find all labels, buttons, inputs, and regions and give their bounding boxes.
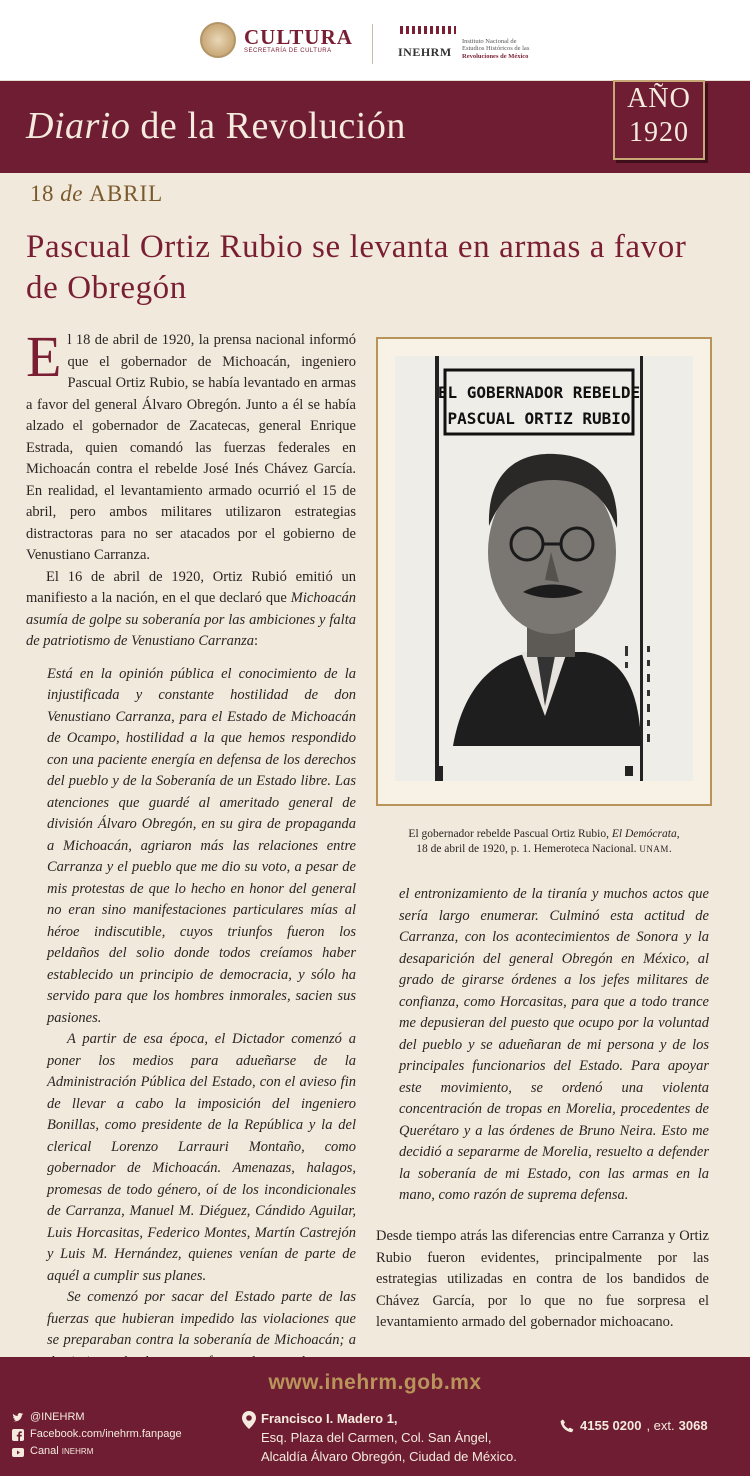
address-line: Alcaldía Álvaro Obregón, Ciudad de México. xyxy=(261,1449,517,1464)
youtube-label: Canal xyxy=(30,1445,62,1457)
phone-number: 4155 0200 xyxy=(580,1418,642,1433)
caption-source: 18 de abril de 1920, p. 1. Hemeroteca Nacional. xyxy=(416,843,640,855)
quote-paragraph-1: Está en la opinión pública el conocimiento de la injustificada y constante hostilidad de don Venustiano Carranza, para el Estado de Michoacán de Ocampo, hostilidad a la que hemos respondido con una paciente energía en defensa de los derechos del pueblo y de la Soberanía de un Estado libre. Las atenciones que guardé al ameritado general de división Álvaro Obregón, en su gira de propaganda a Michoacán, agriaron más las relaciones entre Carranza y el pueblo que me dio su voto, a pesar de mis protestas de que lo hecho en honor del general no eran sino manifestaciones particulares mías al héroe indiscutible, cuyos triunfos fueron los peldaños del solio donde todos creíamos haber establecido un principio de democracia, y sólo ha servido para que los hombres inmorales, sacien sus pasiones. xyxy=(47,665,356,1026)
phone-ext-label: , ext. xyxy=(646,1418,675,1433)
date-day: 18 xyxy=(30,181,54,206)
article-column-right xyxy=(399,884,709,1207)
caption-text: El gobernador rebelde Pascual Ortiz Rubio, xyxy=(408,828,612,840)
newspaper-heading-1: EL GOBERNADOR REBELDE xyxy=(437,383,641,402)
paragraph-2-end: : xyxy=(253,633,259,649)
cultura-logo[interactable] xyxy=(200,22,353,58)
facebook-link[interactable] xyxy=(12,1426,182,1443)
inehrm-name-line: Instituto Nacional de xyxy=(462,37,517,45)
location-pin-icon xyxy=(242,1411,256,1429)
year-label: AÑO xyxy=(627,83,691,114)
quote-continuation: el entronizamiento de la tiranía y muchos actos que sería largo enumerar. Culminó esta actitud de Carranza, con los acontecimientos de Sonora y la desaparición del general Obregón en México, al grado de girarse órdenes a los jefes militares de confianza, como Horcasitas, para que a todo trance me depusieran del puesto que ocupo por la voluntad del pueblo y se adueñaran de mi persona y de los principales funcionarios del Estado. Para apoyar este movimiento, se ordenó una violenta concentración de tropas en Morelia, procedentes de Querétaro y a las órdenes de Bruno Neira. Esto me decidió a separarme de Morelia, resuelto a defender la soberanía de mi Estado, con las armas en la mano, como razón de suprema defensa. xyxy=(399,886,709,1203)
cultura-logo-subtext: SECRETARÍA DE CULTURA xyxy=(244,48,332,54)
banner-title-rest: de la Revolución xyxy=(130,105,406,147)
newspaper-photo[interactable] xyxy=(395,356,693,781)
youtube-link[interactable] xyxy=(12,1443,182,1460)
logo-divider xyxy=(372,24,373,64)
date-month: ABRIL xyxy=(89,181,164,206)
portrait-image xyxy=(395,356,693,781)
paragraph-1: l 18 de abril de 1920, la prensa nacional informó que el gobernador de Michoacán, ingeniero Pascual Ortiz Rubio, se había levantado en armas a favor del general Álvaro Obregón. Junto a él se había alzado el gobernador de Zacatecas, general Enrique Estrada, quien comandó las fuerzas federales en Michoacán contra el rebelde José Inés Chávez García. En realidad, el levantamiento armado ocurrió el 15 de abril, pero ambos militares utilizaron estrategias distractoras para no ser atacados por el gobierno de Venustiano Carranza. xyxy=(26,332,356,563)
phone-contact[interactable] xyxy=(560,1418,713,1433)
inehrm-name-line: Estudios Históricos de las xyxy=(462,45,530,52)
banner-title xyxy=(26,104,406,148)
paragraph-2: El 16 de abril de 1920, Ortiz Rubió emitió un manifiesto a la nación, en el que declaró que xyxy=(26,568,356,606)
twitter-link[interactable] xyxy=(12,1409,182,1426)
caption-period: . xyxy=(668,843,672,855)
year-value: 1920 xyxy=(629,117,689,148)
phone-extension: 3068 xyxy=(678,1418,708,1433)
address xyxy=(242,1409,517,1466)
social-links xyxy=(12,1409,182,1460)
youtube-channel: INEHRM xyxy=(61,1447,94,1456)
date-de: de xyxy=(60,181,83,206)
caption-newspaper-name: El Demócrata xyxy=(611,828,677,840)
photo-caption xyxy=(376,827,712,857)
quote-paragraph-2: A partir de esa época, el Dictador comenzó a poner los medios para adueñarse de la Administración Pública del Estado, con el avieso fin de llevar a cabo la imposición del ingeniero Bonillas, como presidente de la República y la del clerical Lorenzo Larrauri Montaño, como gobernador de Michoacán. Amenazas, halagos, promesas de todo género, oí de los incondicionales de Carranza, Manuel M. Diéguez, Cándido Aguilar, Luis Horcasitas, Federico Montes, Martín Castrejón y Luis M. Hernández, quienes venían de parte de aquél a cumplir sus planes. xyxy=(47,1031,356,1284)
article-headline: Pascual Ortiz Rubio se levanta en armas a favor de Obregón xyxy=(26,229,687,306)
footer xyxy=(0,1357,750,1476)
closing-paragraph-block xyxy=(376,1226,709,1334)
facebook-url: Facebook.com/inehrm.fanpage xyxy=(30,1428,182,1440)
inehrm-full-name xyxy=(462,38,529,61)
inehrm-logo[interactable] xyxy=(398,26,529,60)
drop-cap: E xyxy=(26,324,62,389)
paragraph-2-italic: Michoacán asumía de golpe su soberanía por las ambiciones y falta de patriotismo de Venustiano Carranza xyxy=(26,590,356,649)
banner-title-italic: Diario xyxy=(26,105,131,147)
inehrm-name-line: Revoluciones de México xyxy=(462,52,529,60)
address-line: Esq. Plaza del Carmen, Col. San Ángel, xyxy=(261,1430,492,1445)
twitter-icon xyxy=(12,1412,24,1424)
year-badge xyxy=(613,80,705,160)
article-date xyxy=(30,181,163,207)
inehrm-building-icon xyxy=(398,26,460,60)
address-line: Francisco I. Madero 1, xyxy=(261,1411,398,1426)
caption-unam: UNAM xyxy=(639,844,669,854)
cultura-seal-icon xyxy=(200,22,236,58)
newspaper-heading-2: PASCUAL ORTIZ RUBIO xyxy=(447,409,631,428)
website-link[interactable]: www.inehrm.gob.mx xyxy=(268,1371,482,1394)
logo-bar xyxy=(0,0,750,81)
cultura-logo-text: CULTURA xyxy=(244,25,353,49)
closing-paragraph: Desde tiempo atrás las diferencias entre Carranza y Ortiz Rubio fueron evidentes, principalmente por las estrategias utilizadas en contra de los bandidos de Chávez García, por lo que no fue sorpresa el levantamiento armado del gobernador michoacano. xyxy=(376,1228,709,1330)
facebook-icon xyxy=(12,1429,24,1441)
inehrm-logo-text: INEHRM xyxy=(398,45,452,59)
twitter-handle: @INEHRM xyxy=(30,1411,85,1423)
youtube-icon xyxy=(12,1446,24,1458)
quote-paragraph-3: Se comenzó por sacar del Estado parte de las fuerzas que hubieran impedido las violaciones que se preparaban contra la soberanía de Michoacán; a xyxy=(47,1289,356,1348)
caption-comma: , xyxy=(676,828,680,840)
article-column-left xyxy=(26,324,356,1373)
phone-icon xyxy=(560,1419,574,1433)
